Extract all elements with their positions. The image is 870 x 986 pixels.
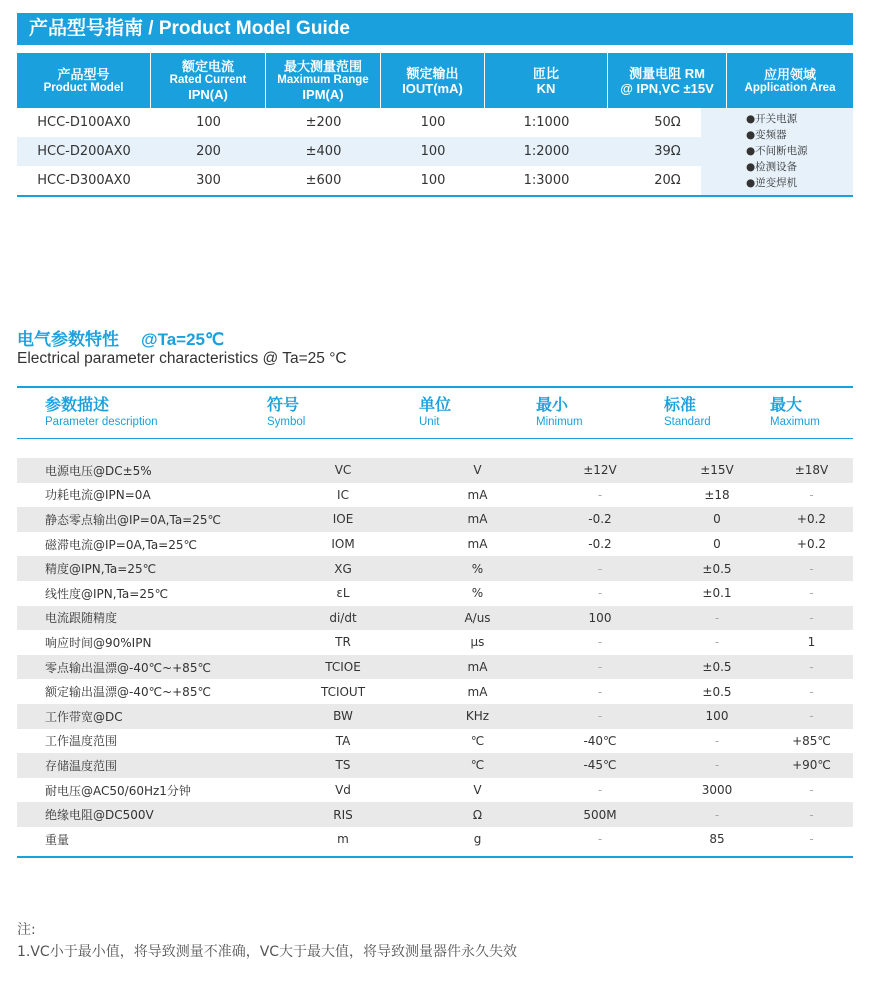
table-row xyxy=(17,483,853,508)
electrical-parameter-table xyxy=(17,386,853,858)
table-row xyxy=(17,655,853,680)
parameter-unit: KHz xyxy=(465,709,490,724)
parameter-minimum: ±12V xyxy=(583,463,617,478)
parameter-symbol: IOM xyxy=(331,537,355,552)
parameter-minimum: -40℃ xyxy=(583,733,617,748)
guide-title: 产品型号指南 / Product Model Guide xyxy=(17,13,853,45)
parameter-description: 存储温度范围 xyxy=(45,758,118,773)
table-row xyxy=(17,827,853,852)
rated-cell: 300 xyxy=(196,173,221,188)
ratio-cell: 1:2000 xyxy=(523,144,570,159)
parameter-description: 电流跟随精度 xyxy=(45,611,118,626)
parameter-unit: V xyxy=(473,463,482,478)
header-unit: 单位 Unit xyxy=(419,397,452,428)
parameter-description: 额定输出温漂@-40℃~+85℃ xyxy=(45,685,211,700)
parameter-symbol: m xyxy=(337,832,349,847)
parameter-table-body xyxy=(17,458,853,852)
parameter-description: 工作温度范围 xyxy=(45,734,118,749)
parameter-unit: ℃ xyxy=(470,733,485,748)
guide-header-ratio: 匝比 KN xyxy=(485,53,608,108)
parameter-maximum: - xyxy=(809,610,814,625)
parameter-standard: 100 xyxy=(705,709,729,724)
parameter-minimum: - xyxy=(597,684,603,699)
table-row xyxy=(17,507,853,532)
application-item: ●变频器 xyxy=(746,129,787,141)
parameter-standard: ±15V xyxy=(700,463,734,478)
parameter-symbol: di/dt xyxy=(329,610,357,625)
parameter-standard: - xyxy=(714,807,720,822)
rated-cell: 100 xyxy=(196,115,221,130)
parameter-symbol: εL xyxy=(336,586,350,601)
guide-header-output: 额定输出 IOUT(mA) xyxy=(381,53,485,108)
parameter-maximum: - xyxy=(809,807,814,822)
note-label: 注: xyxy=(17,922,36,938)
rated-cell: 200 xyxy=(196,144,221,159)
parameter-standard: ±0.5 xyxy=(702,660,732,675)
parameter-symbol: TCIOE xyxy=(325,660,361,675)
parameter-standard: ±18 xyxy=(704,487,730,502)
parameter-description: 绝缘电阻@DC500V xyxy=(45,808,154,823)
parameter-maximum: - xyxy=(809,832,814,847)
parameter-standard: 0 xyxy=(713,512,721,527)
parameter-maximum: - xyxy=(809,660,814,675)
parameter-maximum: +90℃ xyxy=(792,758,831,773)
resistance-cell: 20Ω xyxy=(654,173,681,188)
parameter-minimum: -45℃ xyxy=(583,758,617,773)
parameter-unit: mA xyxy=(467,537,488,552)
parameter-description: 静态零点输出@IP=0A,Ta=25℃ xyxy=(45,512,221,527)
parameter-minimum: - xyxy=(597,586,603,601)
parameter-unit: ℃ xyxy=(470,758,485,773)
model-cell: HCC-D200AX0 xyxy=(37,144,131,159)
parameter-description: 线性度@IPN,Ta=25℃ xyxy=(45,586,169,601)
parameter-description: 磁滞电流@IP=0A,Ta=25℃ xyxy=(45,537,197,552)
resistance-cell: 50Ω xyxy=(654,115,681,130)
parameter-unit: % xyxy=(471,586,484,601)
model-cell: HCC-D300AX0 xyxy=(37,173,131,188)
parameter-symbol: XG xyxy=(334,561,352,576)
application-item: ●检测设备 xyxy=(746,161,798,173)
output-cell: 100 xyxy=(420,144,446,159)
table-row xyxy=(17,532,853,557)
electrical-subtitle: Electrical parameter characteristics @ Ta=25 °C xyxy=(17,350,347,367)
table-row xyxy=(17,753,853,778)
range-cell: ±600 xyxy=(305,173,342,188)
parameter-minimum: - xyxy=(597,832,603,847)
parameter-standard: - xyxy=(714,610,720,625)
parameter-standard: 0 xyxy=(713,537,721,552)
parameter-description: 响应时间@90%IPN xyxy=(45,635,152,650)
parameter-maximum: +0.2 xyxy=(796,512,827,527)
parameter-symbol: VC xyxy=(334,463,352,478)
range-cell: ±200 xyxy=(305,115,342,130)
parameter-minimum: - xyxy=(597,660,603,675)
parameter-unit: Ω xyxy=(472,807,483,822)
parameter-unit: V xyxy=(473,783,482,798)
output-cell: 100 xyxy=(420,173,446,188)
header-maximum: 最大 Maximum xyxy=(770,397,820,428)
parameter-symbol: RIS xyxy=(333,807,353,822)
parameter-description: 电源电压@DC±5% xyxy=(45,463,152,478)
table-row xyxy=(17,606,853,631)
application-item: ●逆变焊机 xyxy=(746,177,798,189)
parameter-minimum: - xyxy=(597,783,603,798)
table-row xyxy=(17,137,727,166)
notes xyxy=(17,919,517,963)
ratio-cell: 1:1000 xyxy=(523,115,570,130)
parameter-unit: g xyxy=(473,832,482,847)
table-row xyxy=(17,778,853,803)
parameter-symbol: TS xyxy=(335,758,351,773)
parameter-unit: mA xyxy=(467,660,488,675)
table-row xyxy=(17,802,853,827)
parameter-symbol: TA xyxy=(335,733,351,748)
parameter-description: 精度@IPN,Ta=25℃ xyxy=(45,562,157,577)
parameter-standard: - xyxy=(714,733,720,748)
guide-header-application: 应用领域 Application Area xyxy=(744,66,836,94)
parameter-minimum: 100 xyxy=(588,610,612,625)
parameter-maximum: +0.2 xyxy=(796,537,827,552)
header-symbol: 符号 Symbol xyxy=(267,397,306,428)
guide-header-rated: 额定电流 Rated Current IPN(A) xyxy=(151,53,266,108)
parameter-standard: - xyxy=(714,758,720,773)
parameter-table-header xyxy=(17,388,853,439)
parameter-symbol: IC xyxy=(337,487,349,502)
parameter-minimum: 500M xyxy=(583,807,617,822)
guide-header-resistance: 测量电阻 RM @ IPN,VC ±15V xyxy=(608,53,727,108)
parameter-unit: mA xyxy=(467,684,488,699)
parameter-unit: % xyxy=(471,561,484,576)
parameter-maximum: +85℃ xyxy=(792,733,831,748)
parameter-maximum: - xyxy=(809,561,814,576)
table-row xyxy=(17,704,853,729)
guide-header-range: 最大测量范围 Maximum Range IPM(A) xyxy=(266,53,381,108)
resistance-cell: 39Ω xyxy=(654,144,681,159)
parameter-maximum: - xyxy=(809,783,814,798)
application-item: ●不间断电源 xyxy=(746,145,808,157)
parameter-standard: ±0.5 xyxy=(702,684,732,699)
header-minimum: 最小 Minimum xyxy=(536,397,583,428)
parameter-maximum: - xyxy=(809,586,814,601)
table-row xyxy=(17,729,853,754)
parameter-maximum: - xyxy=(809,709,814,724)
parameter-minimum: - xyxy=(597,487,603,502)
parameter-symbol: Vd xyxy=(335,783,351,798)
table-row xyxy=(17,679,853,704)
parameter-description: 零点输出温漂@-40℃~+85℃ xyxy=(45,660,211,675)
model-cell: HCC-D100AX0 xyxy=(37,115,131,130)
parameter-unit: mA xyxy=(467,512,488,527)
application-area-cell xyxy=(701,108,853,195)
parameter-minimum: -0.2 xyxy=(588,512,612,527)
header-description: 参数描述 Parameter description xyxy=(45,397,158,428)
application-item: ●开关电源 xyxy=(746,113,798,125)
parameter-standard: 85 xyxy=(709,832,725,847)
ratio-cell: 1:3000 xyxy=(523,173,570,188)
note-item: 1.VC小于最小值，将导致测量不准确，VC大于最大值，将导致测量器件永久失效 xyxy=(17,944,518,960)
product-model-table xyxy=(17,53,853,197)
parameter-maximum: - xyxy=(809,487,814,502)
parameter-standard: ±0.5 xyxy=(702,561,732,576)
parameter-maximum: - xyxy=(809,684,814,699)
parameter-unit: µs xyxy=(470,635,485,650)
parameter-symbol: TCIOUT xyxy=(320,684,366,699)
parameter-description: 重量 xyxy=(45,832,70,847)
guide-header-model: 产品型号 Product Model xyxy=(17,53,151,108)
parameter-description: 工作带宽@DC xyxy=(45,709,123,724)
parameter-symbol: IOE xyxy=(332,512,354,527)
parameter-minimum: - xyxy=(597,561,603,576)
parameter-maximum: 1 xyxy=(807,635,816,650)
guide-table-header xyxy=(17,53,853,108)
parameter-minimum: - xyxy=(597,709,603,724)
table-row xyxy=(17,556,853,581)
parameter-minimum: - xyxy=(597,635,603,650)
parameter-description: 耐电压@AC50/60Hz1分钟 xyxy=(45,783,191,798)
table-row xyxy=(17,581,853,606)
parameter-symbol: BW xyxy=(333,709,353,724)
table-row xyxy=(17,458,853,483)
parameter-minimum: -0.2 xyxy=(588,537,612,552)
table-row xyxy=(17,630,853,655)
range-cell: ±400 xyxy=(305,144,342,159)
header-standard: 标准 Standard xyxy=(664,397,711,428)
output-cell: 100 xyxy=(420,115,446,130)
parameter-symbol: TR xyxy=(335,635,351,650)
parameter-standard: - xyxy=(714,635,720,650)
guide-table-body xyxy=(17,108,853,197)
parameter-standard: 3000 xyxy=(701,783,733,798)
parameter-standard: ±0.1 xyxy=(702,586,732,601)
parameter-unit: A/us xyxy=(464,610,491,625)
electrical-condition: @Ta=25℃ xyxy=(141,330,225,349)
electrical-title: 电气参数特性 @Ta=25℃ xyxy=(17,330,225,349)
parameter-maximum: ±18V xyxy=(794,463,829,478)
parameter-unit: mA xyxy=(467,487,488,502)
parameter-description: 功耗电流@IPN=0A xyxy=(45,488,151,503)
